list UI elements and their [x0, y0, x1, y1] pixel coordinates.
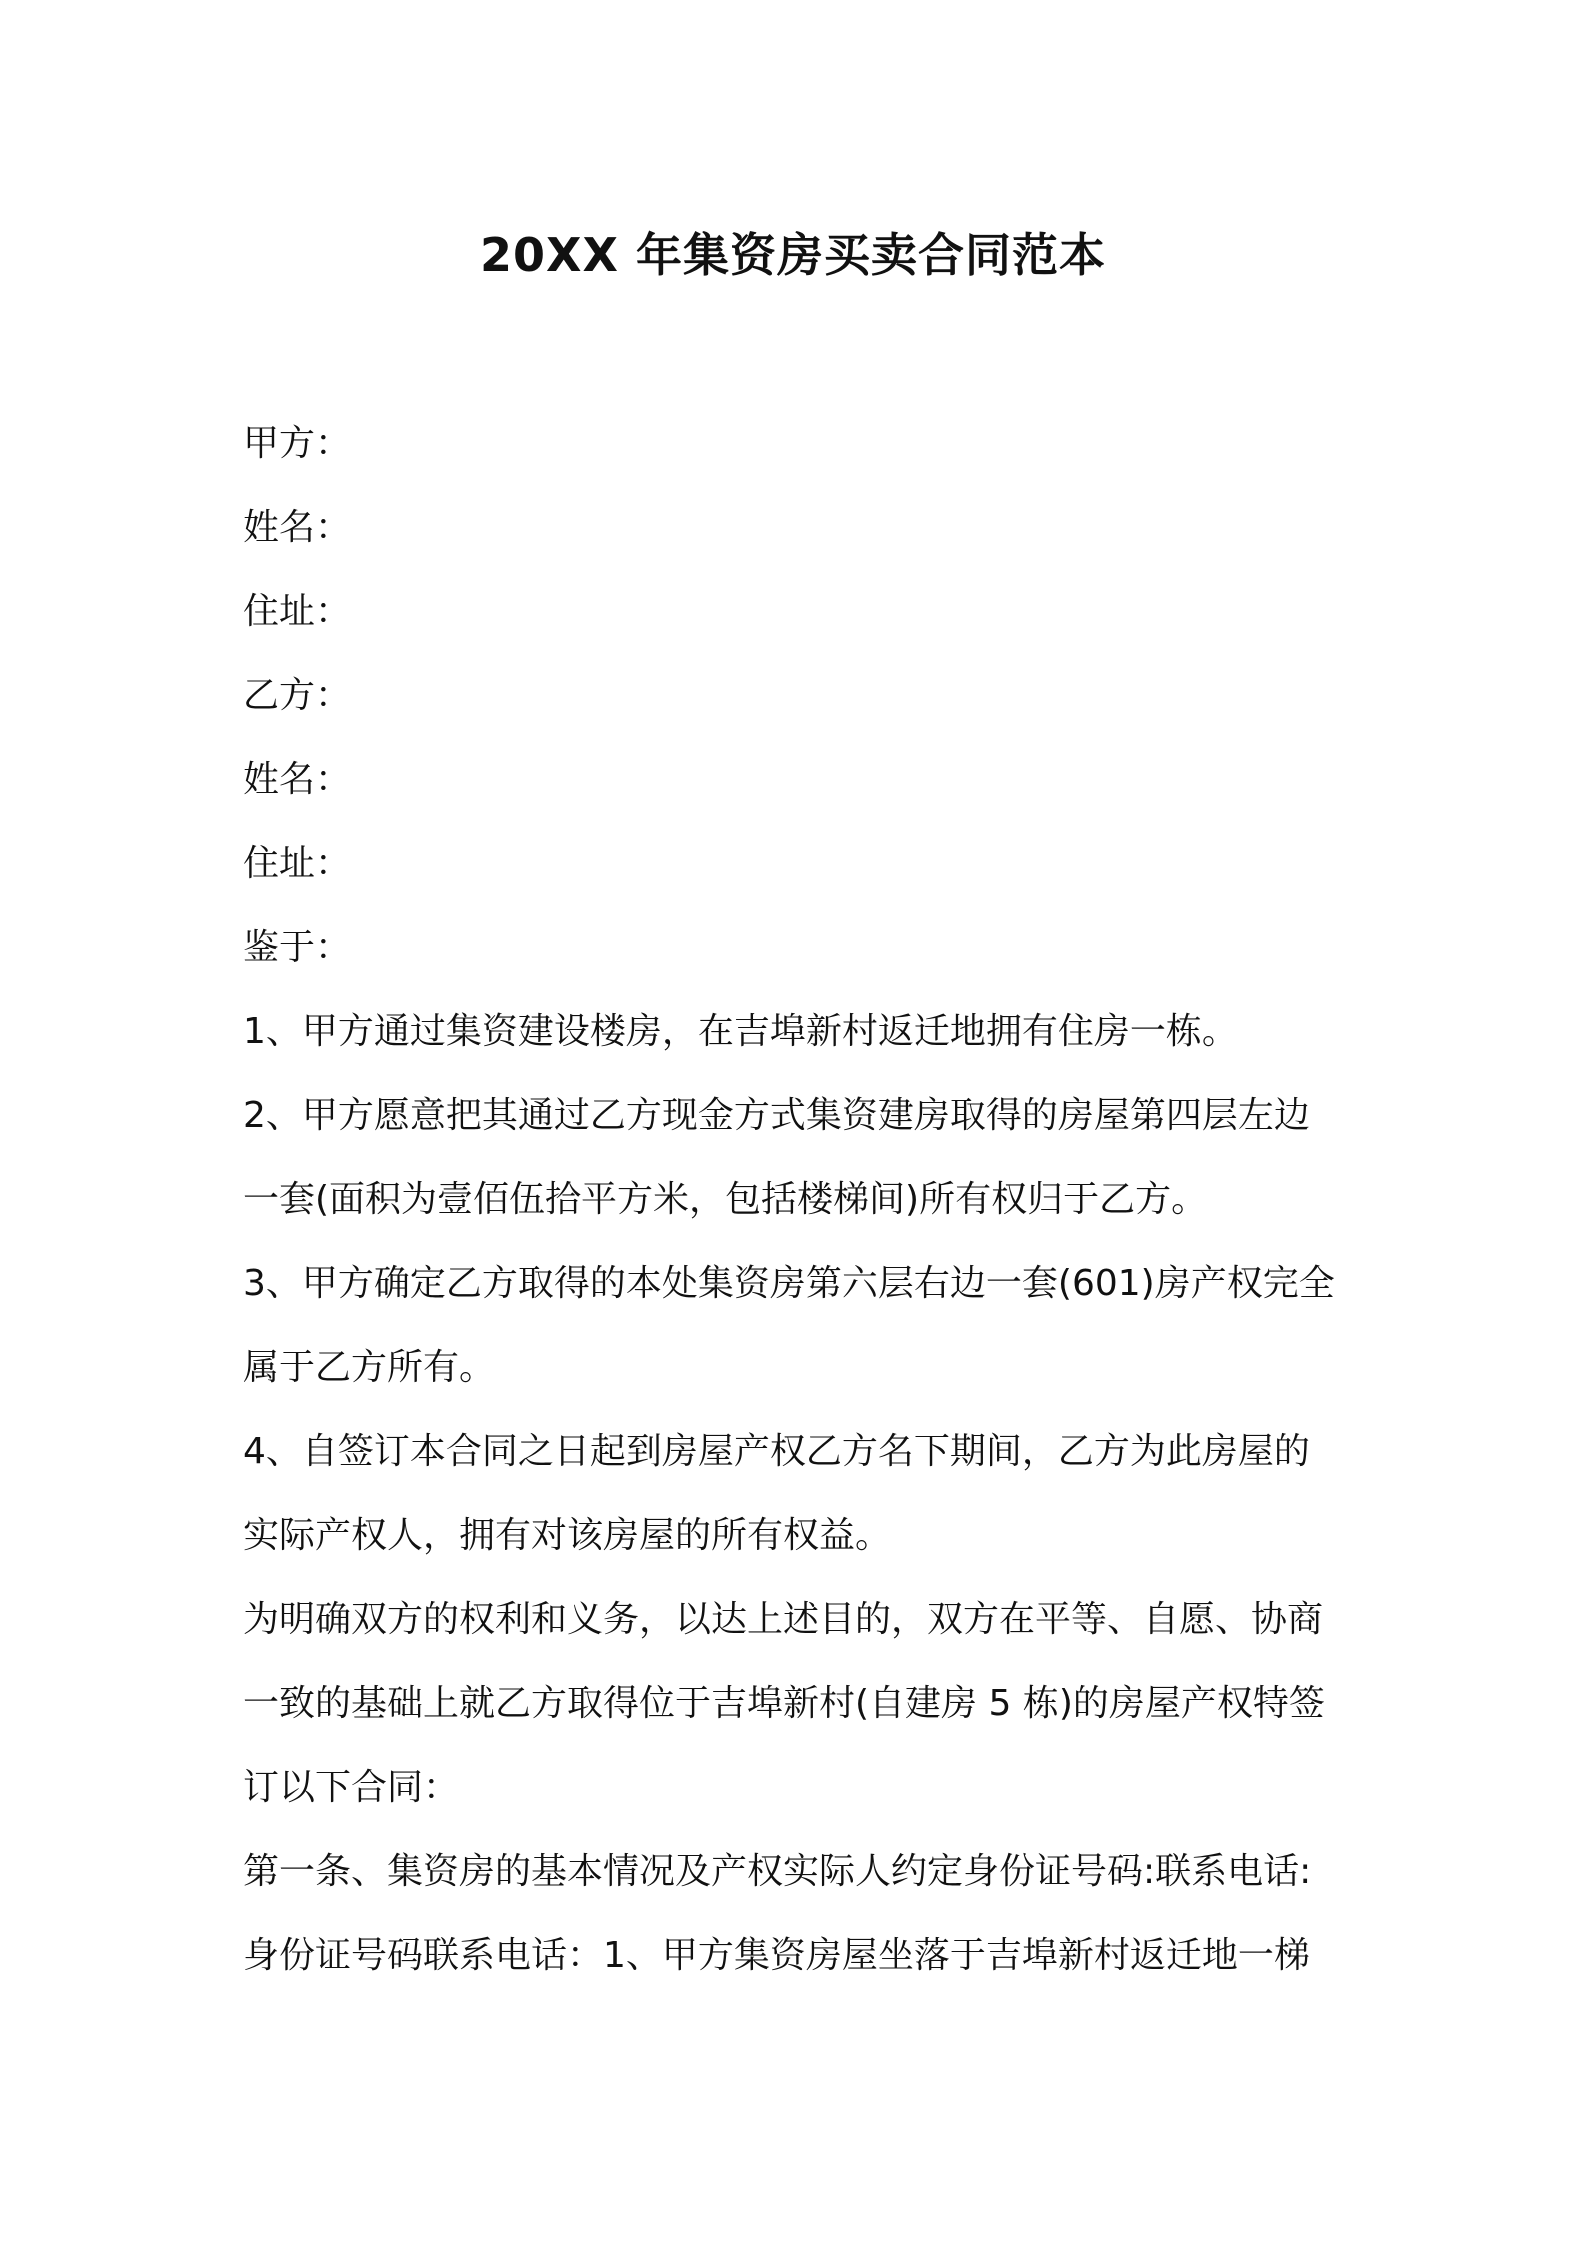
- recital-1: 1、甲方通过集资建设楼房，在吉埠新村返迁地拥有住房一栋。: [243, 1011, 1238, 1052]
- article-1-line-1: 第一条、集资房的基本情况及产权实际人约定身份证号码:联系电话:: [243, 1851, 1312, 1892]
- purpose-paragraph-line-1: 为明确双方的权利和义务，以达上述目的，双方在平等、自愿、协商: [243, 1599, 1324, 1640]
- article-1-line-2: 身份证号码联系电话：1、甲方集资房屋坐落于吉埠新村返迁地一梯: [243, 1935, 1310, 1976]
- party-b-label: 乙方：: [243, 675, 352, 716]
- document-title: 20XX 年集资房买卖合同范本: [480, 228, 1106, 282]
- whereas-label: 鉴于：: [243, 927, 352, 968]
- recital-4-line-2: 实际产权人，拥有对该房屋的所有权益。: [243, 1515, 892, 1556]
- document-body: [243, 402, 1353, 1998]
- party-b-address-label: 住址：: [243, 843, 352, 884]
- purpose-paragraph-line-2: 一致的基础上就乙方取得位于吉埠新村(自建房 5 栋)的房屋产权特签: [243, 1683, 1325, 1724]
- recital-2-line-2: 一套(面积为壹佰伍拾平方米，包括楼梯间)所有权归于乙方。: [243, 1179, 1208, 1220]
- purpose-paragraph-line-3: 订以下合同：: [243, 1767, 460, 1808]
- party-a-address-label: 住址：: [243, 591, 352, 632]
- party-a-label: 甲方：: [243, 423, 352, 464]
- recital-3-line-1: 3、甲方确定乙方取得的本处集资房第六层右边一套(601)房产权完全: [243, 1263, 1335, 1304]
- party-a-name-label: 姓名：: [243, 507, 352, 548]
- recital-4-line-1: 4、自签订本合同之日起到房屋产权乙方名下期间，乙方为此房屋的: [243, 1431, 1310, 1472]
- party-b-name-label: 姓名：: [243, 759, 352, 800]
- recital-2-line-1: 2、甲方愿意把其通过乙方现金方式集资建房取得的房屋第四层左边: [243, 1095, 1310, 1136]
- recital-3-line-2: 属于乙方所有。: [243, 1347, 496, 1388]
